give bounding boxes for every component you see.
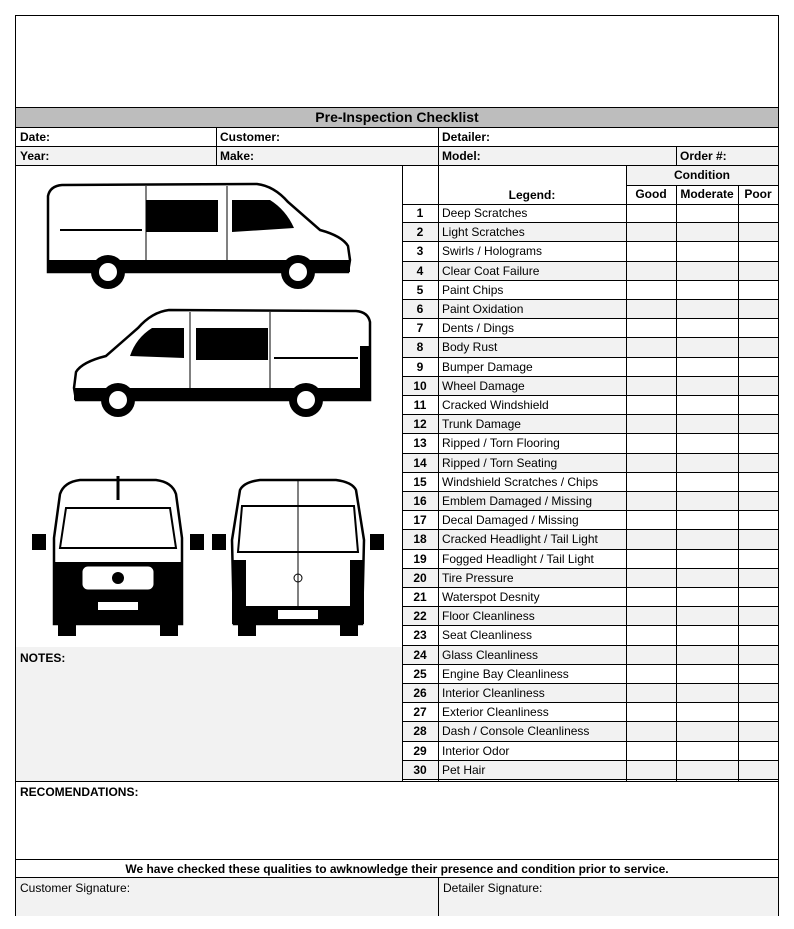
legend-label: Paint Oxidation — [442, 302, 524, 316]
condition-poor-cell[interactable] — [738, 761, 778, 780]
legend-label: Decal Damaged / Missing — [442, 513, 579, 528]
condition-poor-cell[interactable] — [738, 281, 778, 300]
legend-row — [402, 415, 778, 434]
condition-good-cell[interactable] — [626, 588, 676, 607]
condition-good-cell[interactable] — [626, 665, 676, 684]
legend-label: Engine Bay Cleanliness — [442, 666, 569, 681]
condition-moderate-cell[interactable] — [676, 454, 738, 473]
legend-number: 9 — [416, 359, 424, 374]
condition-moderate-cell[interactable] — [676, 434, 738, 453]
condition-moderate-cell[interactable] — [676, 358, 738, 377]
legend-number: 23 — [413, 628, 427, 643]
legend-row — [402, 300, 778, 319]
legend-number: 6 — [416, 302, 424, 316]
condition-good-cell[interactable] — [626, 684, 676, 703]
condition-poor-cell[interactable] — [738, 300, 778, 319]
legend-number: 10 — [413, 378, 427, 393]
legend-label: Pet Hair — [442, 762, 486, 777]
legend-label: Ripped / Torn Flooring — [442, 436, 560, 451]
legend-number: 24 — [413, 647, 427, 662]
legend-label: Body Rust — [442, 340, 498, 355]
legend-label: Cracked Windshield — [442, 398, 549, 412]
legend-label: Swirls / Holograms — [442, 244, 543, 259]
condition-poor-cell[interactable] — [738, 319, 778, 338]
legend-row — [402, 358, 778, 377]
condition-good-cell[interactable] — [626, 569, 676, 588]
legend-number: 13 — [413, 436, 427, 451]
legend-row — [402, 530, 778, 549]
inspection-form — [15, 15, 779, 916]
legend-number: 15 — [413, 474, 427, 489]
van-side-right-diagram — [44, 306, 384, 421]
condition-poor-cell[interactable] — [738, 377, 778, 396]
make-field[interactable] — [216, 147, 438, 165]
condition-moderate-cell[interactable] — [676, 626, 738, 645]
customer-signature-field[interactable] — [16, 878, 438, 916]
condition-moderate-cell[interactable] — [676, 415, 738, 434]
condition-poor-cell[interactable] — [738, 742, 778, 761]
legend-number: 21 — [413, 590, 427, 604]
condition-poor-cell[interactable] — [738, 204, 778, 223]
condition-poor-cell[interactable] — [738, 242, 778, 261]
condition-poor-cell[interactable] — [738, 492, 778, 511]
condition-poor-cell[interactable] — [738, 434, 778, 453]
condition-moderate-cell[interactable] — [676, 569, 738, 588]
legend-row — [402, 338, 778, 357]
condition-moderate-cell[interactable] — [676, 511, 738, 530]
condition-poor-cell[interactable] — [738, 665, 778, 684]
detailer-signature-field[interactable] — [439, 878, 778, 916]
order-number-label: Order #: — [680, 149, 727, 163]
legend-row — [402, 722, 778, 741]
legend-number: 26 — [413, 686, 427, 700]
condition-poor-cell[interactable] — [738, 454, 778, 473]
condition-poor-cell[interactable] — [738, 684, 778, 703]
condition-moderate-cell[interactable] — [676, 665, 738, 684]
customer-field[interactable] — [216, 128, 438, 146]
condition-poor-cell[interactable] — [738, 530, 778, 549]
condition-good-cell[interactable] — [626, 703, 676, 722]
condition-good-cell[interactable] — [626, 204, 676, 223]
legend-number: 4 — [416, 263, 424, 278]
van-rear-diagram — [210, 476, 386, 636]
condition-moderate-cell[interactable] — [676, 761, 738, 780]
order-number-field[interactable] — [676, 147, 778, 165]
legend-number: 3 — [416, 244, 424, 259]
legend-number: 28 — [413, 724, 427, 739]
legend-row — [402, 626, 778, 645]
condition-poor-cell[interactable] — [738, 722, 778, 741]
moderate-column-header: Moderate — [680, 187, 734, 201]
condition-poor-cell[interactable] — [738, 607, 778, 626]
notes-label: NOTES: — [20, 651, 66, 665]
legend-number: 18 — [413, 532, 427, 547]
legend-row — [402, 262, 778, 281]
legend-row — [402, 569, 778, 588]
condition-poor-cell[interactable] — [738, 396, 778, 415]
legend-label: Floor Cleanliness — [442, 609, 535, 624]
info-row-2 — [16, 147, 778, 166]
condition-good-cell[interactable] — [626, 511, 676, 530]
recommendations-label: RECOMENDATIONS: — [20, 785, 139, 799]
date-field[interactable] — [16, 128, 216, 146]
customer-signature-label: Customer Signature: — [20, 881, 131, 895]
customer-label: Customer: — [220, 130, 281, 144]
condition-good-cell[interactable] — [626, 338, 676, 357]
condition-moderate-cell[interactable] — [676, 300, 738, 319]
legend-label: Glass Cleanliness — [442, 647, 539, 662]
condition-poor-cell[interactable] — [738, 626, 778, 645]
legend-label: Paint Chips — [442, 282, 504, 297]
legend-row — [402, 761, 778, 780]
condition-good-cell[interactable] — [626, 300, 676, 319]
van-side-left-diagram — [42, 180, 382, 292]
condition-moderate-cell[interactable] — [676, 319, 738, 338]
condition-moderate-cell[interactable] — [676, 646, 738, 665]
vehicle-diagrams — [16, 166, 402, 647]
condition-good-cell[interactable] — [626, 722, 676, 741]
legend-row — [402, 646, 778, 665]
year-field[interactable] — [16, 147, 216, 165]
legend-row — [402, 204, 778, 223]
legend-number: 11 — [413, 398, 427, 412]
condition-poor-cell[interactable] — [738, 703, 778, 722]
legend-row — [402, 434, 778, 453]
legend-number: 19 — [413, 551, 427, 566]
condition-poor-cell[interactable] — [738, 473, 778, 492]
condition-poor-cell[interactable] — [738, 223, 778, 242]
condition-good-cell[interactable] — [626, 454, 676, 473]
legend-number: 1 — [416, 206, 424, 220]
legend-row — [402, 223, 778, 242]
legend-label: Waterspot Desnity — [442, 590, 540, 604]
legend-row — [402, 703, 778, 722]
condition-good-cell[interactable] — [626, 319, 676, 338]
legend-label: Exterior Cleanliness — [442, 705, 549, 720]
legend-row — [402, 454, 778, 473]
condition-poor-cell[interactable] — [738, 588, 778, 607]
condition-good-cell[interactable] — [626, 473, 676, 492]
model-field[interactable] — [438, 147, 676, 165]
condition-good-cell[interactable] — [626, 492, 676, 511]
condition-moderate-cell[interactable] — [676, 703, 738, 722]
condition-good-cell[interactable] — [626, 242, 676, 261]
legend-label: Dents / Dings — [442, 321, 515, 336]
legend-row — [402, 742, 778, 761]
legend-label: Trunk Damage — [442, 417, 521, 432]
legend-row — [402, 511, 778, 530]
condition-good-cell[interactable] — [626, 377, 676, 396]
legend-row — [402, 588, 778, 607]
condition-poor-cell[interactable] — [738, 338, 778, 357]
condition-good-cell[interactable] — [626, 742, 676, 761]
condition-good-cell[interactable] — [626, 626, 676, 645]
legend-row — [402, 607, 778, 626]
legend-label: Bumper Damage — [442, 359, 533, 374]
legend-label: Dash / Console Cleanliness — [442, 724, 590, 739]
condition-moderate-cell[interactable] — [676, 262, 738, 281]
legend-number: 30 — [413, 762, 427, 777]
condition-moderate-cell[interactable] — [676, 530, 738, 549]
condition-moderate-cell[interactable] — [676, 281, 738, 300]
van-front-diagram — [30, 476, 206, 636]
condition-good-cell[interactable] — [626, 530, 676, 549]
legend-label: Windshield Scratches / Chips — [442, 474, 599, 489]
condition-moderate-cell[interactable] — [676, 684, 738, 703]
legend-label: Fogged Headlight / Tail Light — [442, 551, 594, 566]
good-column-header: Good — [635, 187, 667, 201]
legend-table — [402, 166, 778, 781]
legend-number: 20 — [413, 570, 427, 585]
form-title: Pre-Inspection Checklist — [16, 107, 778, 128]
info-row-1 — [16, 128, 778, 147]
legend-row — [402, 684, 778, 703]
condition-good-cell[interactable] — [626, 358, 676, 377]
legend-label: Interior Cleanliness — [442, 686, 545, 700]
legend-number: 17 — [413, 513, 427, 528]
condition-good-cell[interactable] — [626, 646, 676, 665]
condition-header: Condition — [626, 166, 778, 185]
model-label: Model: — [442, 149, 481, 163]
legend-label: Light Scratches — [442, 225, 525, 240]
legend-label: Ripped / Torn Seating — [442, 455, 558, 470]
legend-number: 22 — [413, 609, 427, 624]
condition-poor-cell[interactable] — [738, 550, 778, 569]
legend-number: 14 — [413, 455, 427, 470]
condition-moderate-cell[interactable] — [676, 396, 738, 415]
condition-moderate-cell[interactable] — [676, 742, 738, 761]
condition-moderate-cell[interactable] — [676, 550, 738, 569]
legend-number: 29 — [413, 743, 427, 758]
condition-poor-cell[interactable] — [738, 415, 778, 434]
legend-row — [402, 473, 778, 492]
condition-good-cell[interactable] — [626, 607, 676, 626]
poor-column-header: Poor — [744, 187, 772, 201]
condition-moderate-cell[interactable] — [676, 473, 738, 492]
condition-poor-cell[interactable] — [738, 569, 778, 588]
detailer-signature-label: Detailer Signature: — [443, 881, 543, 895]
legend-label: Interior Odor — [442, 743, 510, 758]
condition-good-cell[interactable] — [626, 223, 676, 242]
legend-number: 7 — [416, 321, 424, 336]
legend-number: 2 — [416, 225, 424, 240]
condition-good-cell[interactable] — [626, 396, 676, 415]
legend-row — [402, 550, 778, 569]
legend-number: 5 — [416, 282, 424, 297]
condition-poor-cell[interactable] — [738, 511, 778, 530]
legend-row — [402, 242, 778, 261]
condition-poor-cell[interactable] — [738, 646, 778, 665]
condition-moderate-cell[interactable] — [676, 722, 738, 741]
condition-moderate-cell[interactable] — [676, 242, 738, 261]
legend-row — [402, 319, 778, 338]
legend-number: 16 — [413, 494, 427, 508]
legend-number: 25 — [413, 666, 427, 681]
year-label: Year: — [20, 149, 50, 163]
condition-moderate-cell[interactable] — [676, 338, 738, 357]
legend-label: Tire Pressure — [442, 570, 514, 585]
detailer-label: Detailer: — [442, 130, 491, 144]
legend-number: 8 — [416, 340, 424, 355]
legend-label: Cracked Headlight / Tail Light — [442, 532, 598, 547]
legend-number: 27 — [413, 705, 427, 720]
legend-number: 12 — [413, 417, 427, 432]
condition-moderate-cell[interactable] — [676, 223, 738, 242]
condition-good-cell[interactable] — [626, 415, 676, 434]
condition-good-cell[interactable] — [626, 550, 676, 569]
detailer-field[interactable] — [438, 128, 778, 146]
legend-row — [402, 281, 778, 300]
recommendations-field[interactable] — [16, 781, 778, 859]
condition-good-cell[interactable] — [626, 434, 676, 453]
make-label: Make: — [220, 149, 255, 163]
legend-header: Legend: — [508, 188, 556, 202]
condition-moderate-cell[interactable] — [676, 492, 738, 511]
condition-moderate-cell[interactable] — [676, 588, 738, 607]
condition-poor-cell[interactable] — [738, 358, 778, 377]
condition-good-cell[interactable] — [626, 262, 676, 281]
condition-moderate-cell[interactable] — [676, 204, 738, 223]
legend-row — [402, 377, 778, 396]
condition-poor-cell[interactable] — [738, 262, 778, 281]
condition-good-cell[interactable] — [626, 761, 676, 780]
legend-row — [402, 396, 778, 415]
legend-label: Seat Cleanliness — [442, 628, 533, 643]
acknowledgement-text: We have checked these qualities to awknowledge their presence and condition prior to service. — [16, 859, 778, 878]
notes-field[interactable] — [16, 647, 402, 781]
legend-label: Deep Scratches — [442, 206, 528, 220]
condition-moderate-cell[interactable] — [676, 607, 738, 626]
condition-moderate-cell[interactable] — [676, 377, 738, 396]
date-label: Date: — [20, 130, 51, 144]
legend-label: Wheel Damage — [442, 378, 525, 393]
legend-label: Emblem Damaged / Missing — [442, 494, 593, 508]
legend-row — [402, 492, 778, 511]
legend-row — [402, 665, 778, 684]
legend-label: Clear Coat Failure — [442, 263, 540, 278]
condition-good-cell[interactable] — [626, 281, 676, 300]
